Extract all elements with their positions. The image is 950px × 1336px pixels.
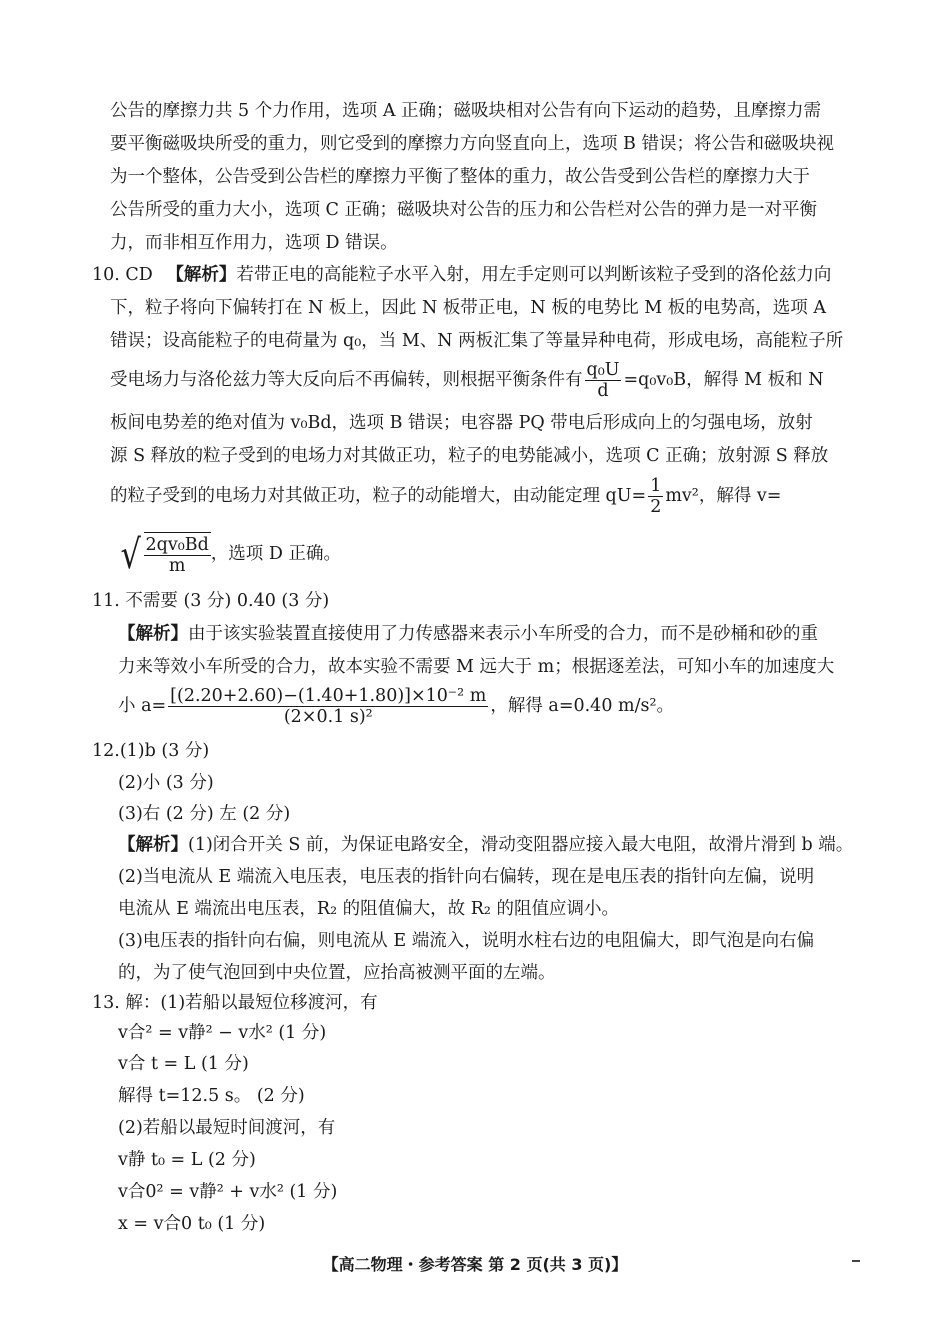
q11-fraction-den: (2×0.1 s)² [168,706,488,727]
q9-line-2: 要平衡磁吸块所受的重力，则它受到的摩擦力方向竖直向上，选项 B 错误；将公告和磁吸块视 [110,134,834,154]
q11-line-3: 力来等效小车所受的合力，故本实验不需要 M 远大于 m；根据逐差法，可知小车的加速度大 [118,657,835,677]
q10-text-7b: mv²，解得 v= [665,486,782,506]
q10-sqrt [118,532,211,577]
q13-line-7: v合0² = v静² + v水² (1 分) [118,1182,338,1202]
q11-line-1: 11. 不需要 (3 分) 0.40 (3 分) [92,591,330,611]
q10-line-5: 板间电势差的绝对值为 v₀Bd，选项 B 错误；电容器 PQ 带电后形成向上的匀强电场，放射 [110,413,813,433]
q9-line-3: 为一个整体，公告受到公告栏的摩擦力平衡了整体的重力，故公告受到公告栏的摩擦力大于 [110,167,810,187]
q10-text-1: 若带正电的高能粒子水平入射，用左手定则可以判断该粒子受到的洛伦兹力向 [236,265,832,285]
q11-analysis-tag: 【解析】 [118,624,188,644]
q12-line-2: (2)小 (3 分) [118,773,214,793]
q10-number: 10. CD [92,265,153,285]
q10-line-8 [118,532,341,577]
q10-fraction-1 [585,360,622,401]
q13-line-8: x = v合0 t₀ (1 分) [118,1214,266,1234]
q11-text-3b: ，解得 a=0.40 m/s²。 [490,696,675,716]
q12-line-4 [118,834,853,856]
q11-fraction-num: [(2.20+2.60)−(1.40+1.80)]×10⁻² m [170,686,487,706]
q9-line-4: 公告所受的重力大小，选项 C 正确；磁吸块对公告的压力和公告栏对公告的弹力是一对平衡 [110,200,818,220]
q13-line-4: 解得 t=12.5 s。 (2 分) [118,1086,305,1106]
q10-text-4a: 受电场力与洛伦兹力等大反向后不再偏转，则根据平衡条件有 [110,370,583,390]
q10-line-3: 错误；设高能粒子的电荷量为 q₀，当 M、N 两板汇集了等量异种电荷，形成电场，高能粒子所 [110,331,844,351]
q13-line-2: v合² = v静² − v水² (1 分) [118,1023,327,1043]
q13-line-3: v合 t = L (1 分) [118,1054,249,1074]
q9-line-1: 公告的摩擦力共 5 个力作用，选项 A 正确；磁吸块相对公告有向下运动的趋势，且摩擦力需 [110,101,822,121]
q10-text-8b: ，选项 D 正确。 [210,544,341,564]
q10-line-2: 下，粒子将向下偏转打在 N 板上，因此 N 板带正电，N 板的电势比 M 板的电势高，选项 A [110,298,826,318]
q11-line-2 [118,623,818,645]
q11-text-3a: 小 a= [118,696,167,716]
q12-line-5: (2)当电流从 E 端流入电压表，电压表的指针向右偏转，现在是电压表的指针向左偏，说明 [118,867,815,887]
q11-text-1: 由于该实验装置直接使用了力传感器来表示小车所受的合力，而不是砂桶和砂的重 [188,624,818,644]
q9-line-5: 力，而非相互作用力，选项 D 错误。 [110,233,398,253]
q10-fraction-1-den: d [585,380,622,401]
q13-line-5: (2)若船以最短时间渡河，有 [118,1118,336,1138]
q10-line-7 [110,476,781,517]
q10-line-6: 源 S 释放的粒子受到的电场力对其做正功，粒子的电势能减小，选项 C 正确；放射源 S 释放 [110,446,829,466]
q10-text-4b: =q₀v₀B，解得 M 板和 N [623,370,824,390]
q10-line-4 [110,360,824,401]
q10-sqrt-den: m [144,555,211,576]
q11-fraction [168,686,488,727]
q11-line-4 [118,684,674,728]
q10-text-7a: 的粒子受到的电场力对其做正功，粒子的动能增大，由动能定理 qU= [110,486,647,506]
q10-analysis-tag: 【解析】 [166,265,237,285]
q13-line-1: 13. 解：(1)若船以最短位移渡河，有 [92,993,378,1013]
q10-fraction-1-num: q₀U [586,360,620,380]
q13-line-6: v静 t₀ = L (2 分) [118,1150,256,1170]
q12-line-6: 电流从 E 端流出电压表，R₂ 的阻值偏大，故 R₂ 的阻值应调小。 [118,899,619,919]
q12-text-1: (1)闭合开关 S 前，为保证电路安全，滑动变阻器应接入最大电阻，故滑片滑到 b 端。 [188,835,854,855]
q12-line-3: (3)右 (2 分) 左 (2 分) [118,804,291,824]
q10-fraction-2 [648,476,663,517]
q12-line-1: 12.(1)b (3 分) [92,741,210,761]
q10-sqrt-num: 2qv₀Bd [145,535,209,555]
page-footer: 【高二物理・参考答案 第 2 页(共 3 页)】 [322,1255,628,1274]
q10-fraction-2-den: 2 [650,497,662,517]
q12-line-7: (3)电压表的指针向右偏，则电流从 E 端流入，说明水柱右边的电阻偏大，即气泡是向右偏 [118,931,815,951]
q10-fraction-2-num: 1 [650,476,662,496]
sqrt-radical-icon: √ [120,531,141,578]
q10-line-1 [92,264,831,286]
q12-line-8: 的，为了使气泡回到中央位置，应抬高被测平面的左端。 [118,963,556,983]
q12-analysis-tag: 【解析】 [118,835,188,855]
corner-mark [852,1260,860,1262]
